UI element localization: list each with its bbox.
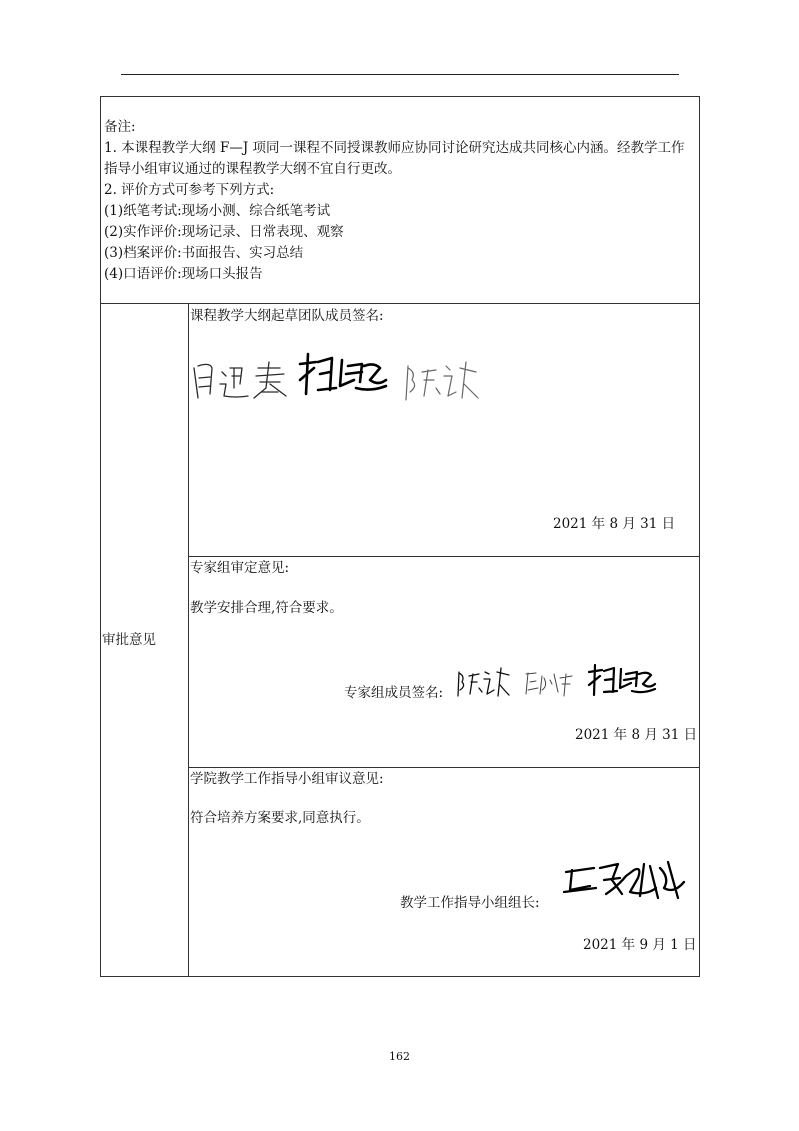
drafting-date: 2021 年 8 月 31 日 (553, 516, 676, 532)
signature-drafter-1 (190, 354, 300, 404)
table-border-right (699, 96, 700, 977)
expert-date: 2021 年 8 月 31 日 (575, 727, 698, 743)
approval-table (100, 96, 700, 977)
college-sign-label: 教学工作指导小组组长: (400, 895, 540, 911)
college-date: 2021 年 9 月 1 日 (583, 937, 697, 953)
method-item: (2)实作评价:现场记录、日常表现、观察 (104, 224, 344, 240)
method-item: (4)口语评价:现场口头报告 (104, 266, 263, 282)
table-border-left (100, 96, 101, 977)
notes-line-1a: 1. 本课程教学大纲 F—J 项同一课程不同授课教师应协同讨论研究达成共同核心内涵。经教学工作 (104, 140, 685, 156)
notes-row-divider (100, 303, 700, 304)
signature-expert-2 (522, 668, 576, 698)
expert-college-divider (188, 767, 700, 768)
method-item: (3)档案评价:书面报告、实习总结 (104, 245, 304, 261)
notes-heading: 备注: (104, 119, 136, 135)
label-column-divider (188, 303, 189, 977)
expert-title: 专家组审定意见: (190, 560, 290, 576)
expert-opinion: 教学安排合理,符合要求。 (190, 600, 343, 616)
college-title: 学院教学工作指导小组审议意见: (190, 771, 384, 787)
signature-expert-1 (455, 666, 511, 700)
college-opinion: 符合培养方案要求,同意执行。 (190, 810, 370, 826)
notes-line-2: 2. 评价方式可参考下列方式: (104, 182, 275, 198)
signature-drafter-3 (402, 358, 480, 404)
signature-college-leader (560, 858, 690, 904)
drafting-expert-divider (188, 556, 700, 557)
table-border-bottom (100, 976, 700, 977)
table-border-top (100, 96, 700, 97)
drafting-title: 课程教学大纲起草团队成员签名: (190, 308, 384, 324)
signature-expert-3 (586, 662, 656, 698)
method-item: (1)纸笔考试:现场小测、综合纸笔考试 (104, 203, 331, 219)
expert-sign-label: 专家组成员签名: (344, 685, 444, 701)
signature-drafter-2 (296, 350, 388, 398)
approval-label: 审批意见 (102, 632, 156, 648)
notes-line-1b: 指导小组审议通过的课程教学大纲不宜自行更改。 (104, 161, 401, 177)
page-number: 162 (389, 1050, 410, 1063)
header-rule (121, 74, 679, 75)
